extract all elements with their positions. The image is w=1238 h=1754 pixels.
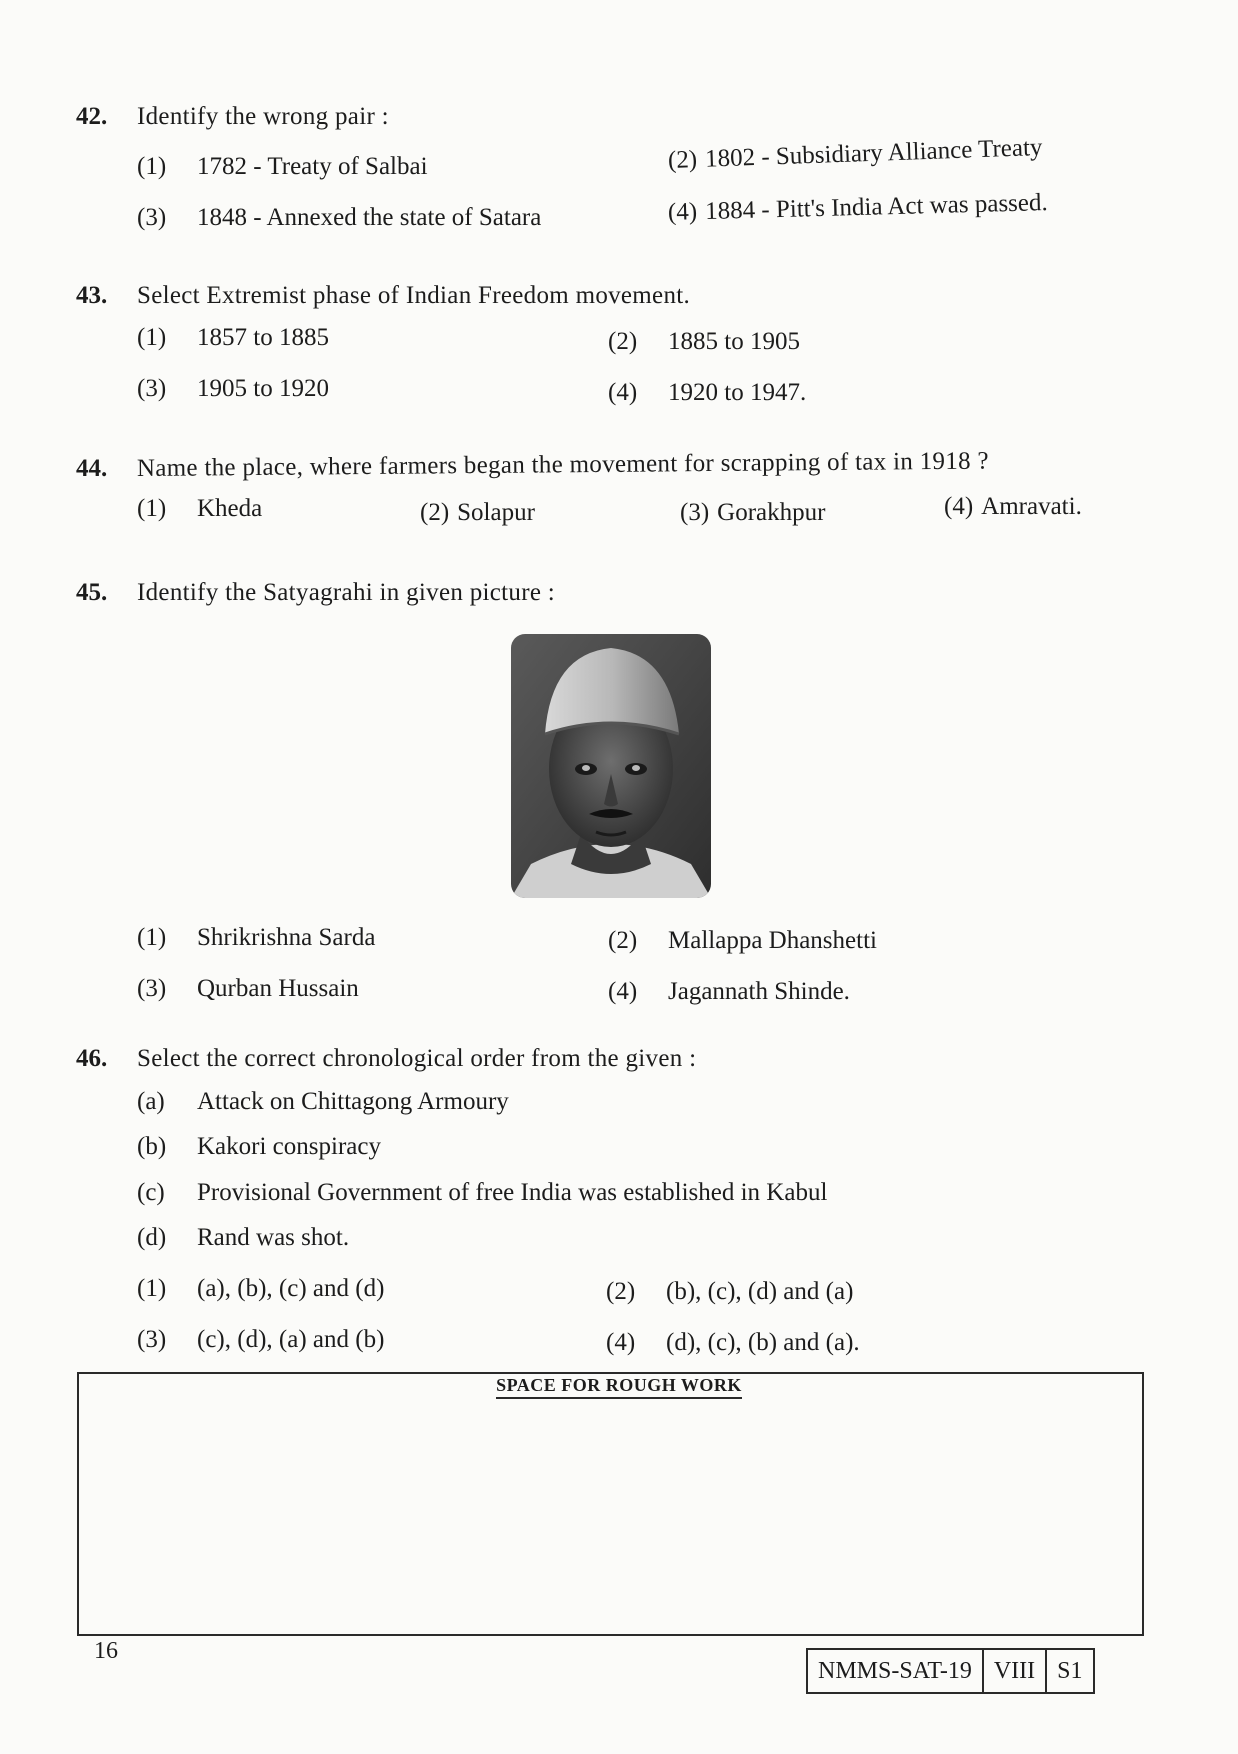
satyagrahi-portrait bbox=[511, 634, 711, 898]
option-2: (2) 1802 - Subsidiary Alliance Treaty bbox=[667, 133, 1043, 174]
option-1: (1) Kheda bbox=[137, 495, 263, 522]
statement-a: (a) Attack on Chittagong Armoury bbox=[137, 1088, 509, 1115]
question-text: Select Extremist phase of Indian Freedom movement. bbox=[137, 282, 691, 309]
question-number: 46. bbox=[76, 1045, 108, 1072]
option-1: (1) 1857 to 1885 bbox=[137, 324, 329, 351]
option-3: (3) Gorakhpur bbox=[680, 499, 826, 526]
option-4: (4) Jagannath Shinde. bbox=[608, 978, 850, 1005]
question-43 bbox=[76, 276, 1156, 406]
option-2: (2) (b), (c), (d) and (a) bbox=[606, 1278, 854, 1305]
paper-code-box bbox=[806, 1648, 1095, 1694]
option-3: (3) 1848 - Annexed the state of Satara bbox=[137, 204, 542, 231]
option-1: (1) (a), (b), (c) and (d) bbox=[137, 1275, 385, 1302]
option-3: (3) 1905 to 1920 bbox=[137, 375, 329, 402]
paper-code: NMMS-SAT-19 bbox=[818, 1658, 972, 1684]
option-4: (4) (d), (c), (b) and (a). bbox=[606, 1329, 860, 1356]
question-number: 45. bbox=[76, 579, 108, 606]
option-1: (1) 1782 - Treaty of Salbai bbox=[137, 153, 428, 180]
option-2: (2) Solapur bbox=[420, 499, 535, 526]
question-text: Identify the wrong pair : bbox=[137, 103, 389, 130]
question-text: Name the place, where farmers began the movement for scrapping of tax in 1918 ? bbox=[136, 447, 989, 482]
question-42 bbox=[76, 97, 1156, 231]
set-label: S1 bbox=[1045, 1650, 1092, 1692]
question-45 bbox=[76, 573, 1156, 613]
option-4: (4) 1920 to 1947. bbox=[608, 379, 807, 406]
statement-d: (d) Rand was shot. bbox=[137, 1224, 350, 1251]
portrait-image bbox=[511, 634, 711, 898]
question-text: Identify the Satyagrahi in given picture : bbox=[137, 579, 556, 606]
question-44 bbox=[76, 447, 1156, 526]
question-number: 44. bbox=[76, 455, 108, 482]
option-2: (2) Mallappa Dhanshetti bbox=[608, 927, 877, 954]
statement-b: (b) Kakori conspiracy bbox=[137, 1133, 381, 1160]
option-1: (1) Shrikrishna Sarda bbox=[137, 924, 376, 951]
option-4: (4) Amravati. bbox=[944, 493, 1082, 520]
question-number: 42. bbox=[76, 103, 108, 130]
rough-work-box bbox=[77, 1372, 1144, 1636]
option-3: (3) Qurban Hussain bbox=[137, 975, 359, 1002]
option-4: (4) 1884 - Pitt's India Act was passed. bbox=[667, 189, 1049, 226]
question-number: 43. bbox=[76, 282, 108, 309]
question-text: Select the correct chronological order from the given : bbox=[137, 1045, 697, 1072]
class-label: VIII bbox=[982, 1650, 1045, 1692]
option-3: (3) (c), (d), (a) and (b) bbox=[137, 1326, 385, 1353]
question-46 bbox=[76, 1039, 1156, 1356]
rough-work-title: SPACE FOR ROUGH WORK bbox=[0, 1375, 1238, 1396]
option-2: (2) 1885 to 1905 bbox=[608, 328, 800, 355]
page-number: 16 bbox=[94, 1638, 118, 1664]
statement-c: (c) Provisional Government of free India was established in Kabul bbox=[137, 1179, 828, 1206]
